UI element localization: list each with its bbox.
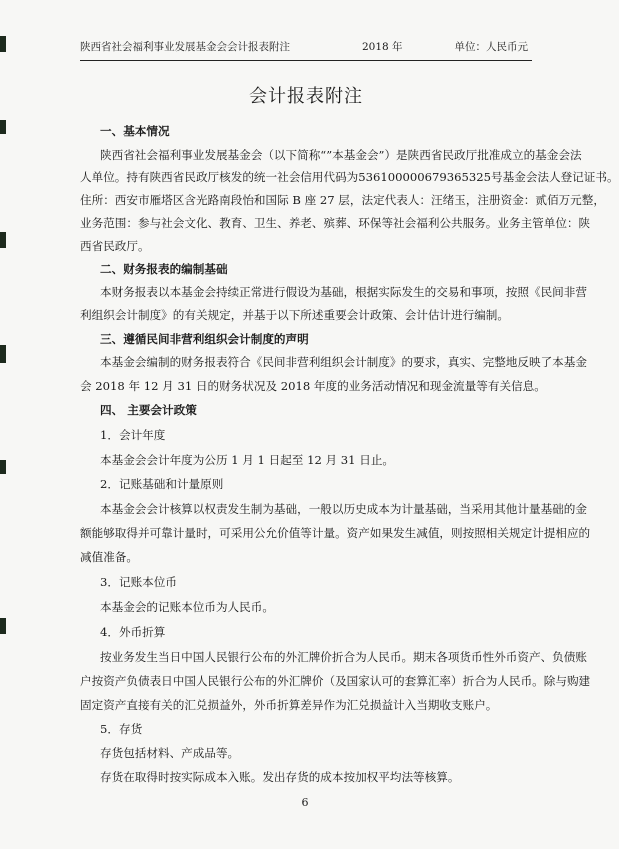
paragraph-line: 本基金会会计核算以权责发生制为基础，一般以历史成本为计量基础，当采用其他计量基础的金	[100, 502, 587, 516]
subsection-heading: 3．记账本位币	[100, 575, 177, 589]
paragraph-line: 存货包括材料、产成品等。	[100, 746, 240, 760]
paragraph-line: 按业务发生当日中国人民银行公布的外汇牌价折合为人民币。期末各项货币性外币资产、负债账	[100, 650, 587, 664]
binding-mark	[0, 232, 6, 248]
header-rule	[80, 60, 532, 61]
subsection-heading: 2．记账基础和计量原则	[100, 477, 224, 491]
paragraph-line: 会 2018 年 12 月 31 日的财务状况及 2018 年度的业务活动情况和现金流量等有关信息。	[80, 379, 546, 393]
section-heading: 二、财务报表的编制基础	[100, 262, 228, 276]
section-heading: 一、基本情况	[100, 124, 170, 138]
subsection-heading: 4．外币折算	[100, 625, 166, 639]
paragraph-line: 住所：西安市雁塔区含光路南段怡和国际 B 座 27 层，法定代表人：汪绪玉，注册资金：贰佰万元整，	[80, 193, 605, 207]
paragraph-line: 西省民政厅。	[80, 239, 150, 253]
paragraph-line: 存货在取得时按实际成本入账。发出存货的成本按加权平均法等核算。	[100, 770, 460, 784]
paragraph-line: 户按资产负债表日中国人民银行公布的外汇牌价（及国家认可的套算汇率）折合为人民币。除与购建	[80, 674, 591, 688]
paragraph-line: 人单位。持有陕西省民政厅核发的统一社会信用代码为53610000067936532​5号基金会法人登记证书。	[80, 170, 619, 184]
binding-mark	[0, 460, 6, 474]
binding-mark	[0, 36, 6, 52]
paragraph-line: 额能够取得并可靠计量时，可采用公允价值等计量。资产如果发生减值，则按照相关规定计提相应的	[80, 526, 591, 540]
paragraph-line: 减值准备。	[80, 550, 138, 564]
paragraph-line: 本基金会编制的财务报表符合《民间非营利组织会计制度》的要求，真实、完整地反映了本基金	[100, 355, 587, 369]
binding-mark	[0, 345, 6, 363]
paragraph-line: 陕西省社会福利事业发展基金会（以下简称“”本基金会”）是陕西省民政厅批准成立的基金会法	[100, 148, 582, 162]
header-title: 陕西省社会福利事业发展基金会会计报表附注	[80, 41, 290, 53]
page-header	[80, 40, 532, 54]
binding-mark	[0, 120, 6, 134]
paragraph-line: 本基金会会计年度为公历 1 月 1 日起至 12 月 31 日止。	[100, 453, 395, 467]
document-title: 会计报表附注	[249, 86, 363, 107]
paragraph-line: 本基金会的记账本位币为人民币。	[100, 600, 274, 614]
subsection-heading: 5．存货	[100, 722, 143, 736]
paragraph-line: 本财务报表以本基金会持续正常进行假设为基础，根据实际发生的交易和事项，按照《民间非营	[100, 285, 587, 299]
binding-mark	[0, 618, 6, 634]
header-year: 2018 年	[362, 41, 403, 53]
subsection-heading: 1．会计年度	[100, 428, 166, 442]
paragraph-line: 固定资产直接有关的汇兑损益外，外币折算差异作为汇兑损益计入当期收支账户。	[80, 698, 498, 712]
section-heading: 三、遵循民间非营利组织会计制度的声明	[100, 332, 309, 346]
header-unit: 单位：人民币元	[454, 41, 528, 53]
paragraph-line: 业务范围：参与社会文化、教育、卫生、养老、殡葬、环保等社会福利公共服务。业务主管单位：陕	[80, 216, 591, 230]
paragraph-line: 利组织会计制度》的有关规定，并基于以下所述重要会计政策、会计估计进行编制。	[80, 308, 509, 322]
page-number: 6	[301, 796, 309, 809]
section-heading: 四、 主要会计政策	[100, 403, 197, 417]
